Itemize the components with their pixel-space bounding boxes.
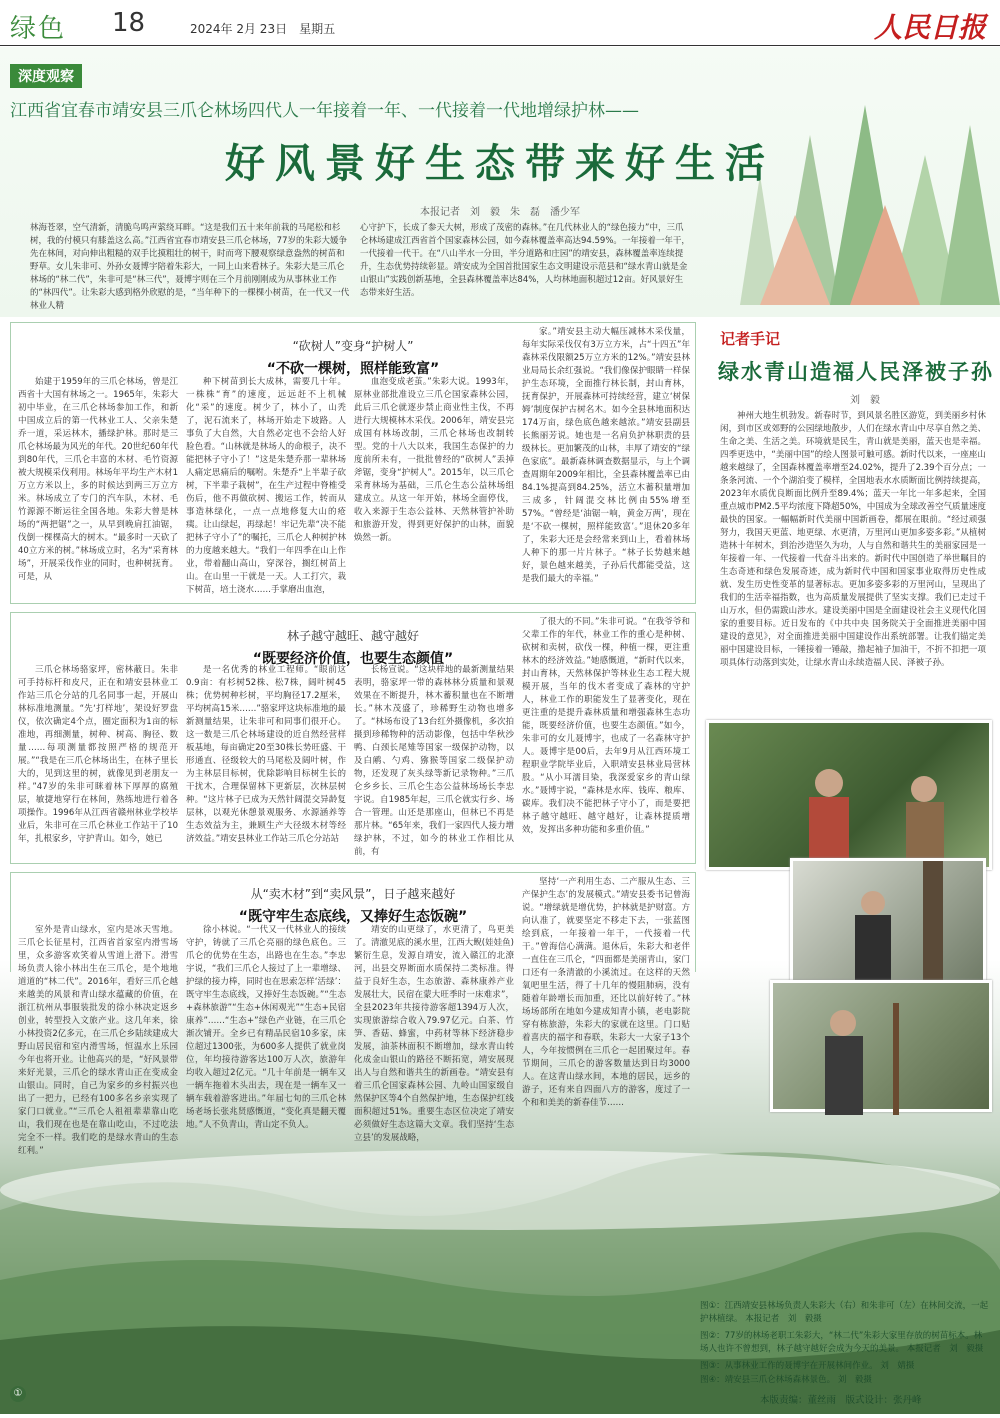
commentary-body: 神州大地生机勃发。新春时节，到风景名胜区游览，到美丽乡村休闲，到市区或郊野的公园绿地散步，人们在绿水青山中尽享自然之美、生命之美、生活之美。环境就是民生，青山就是美丽，蓝天也是幸福。四季更迭中，“美丽中国”的绘人图景可触可感。新时代以来，一座座山越来越绿了，全国森林覆盖率增至24.02%，提升了2.39个百分点；一条条河流、一个个湖泊变了模样，全国地表水水质断面比例持续提高，2023年水质优良断面比例升至89.4%；蓝天一年比一年多起来，全国重点城市PM2.5平均浓度下降超50%，中国成为全球改善空气质量速度最快的国家。一幅幅新时代美丽中国新画卷，都展在眼前。“经过顽强努力，我国天更蓝、地更绿、水更清，万里河山更加多姿多彩。”从植树造林十年树木，到治沙造坚久为功，人与自然和谐共生的美丽家园是一年接着一年、一代接着一代奋斗出来的。新时代中国创造了举世瞩目的生态奇迹和绿色发展奇迹，成为新时代中国和国家事业取得历史性成就、发生历史性变革的显著标志。更加多姿多彩的万里河山，呈现出了我们的生活幸福指数，也为高质量发展提供了坚实支撑。我们已走过千山万水，但仍需跋山涉水。建设美丽中国是全面建设社会主义现代化国家的重要目标。近日发布的《中共中央 国务院关于全面推进美丽中国建设的意见》，对全面推进美丽中国建设作出系统部署。让我们锚定美丽中国建设目标，一锤接着一锤敲，撸起袖子加油干，不折不扣把一项项具体行动落到实处，让绿水青山永续造福人民、泽被子孙。 xyxy=(720,411,986,668)
section-3-col-3: 靖安的山更绿了，水更清了，鸟更美了。清澈见底的溪水里，江西大鲵(娃娃鱼)繁衍生息，发源自靖安，流入赣江的北潦河，出县交界断面水质保持二类标准。得益于良好生态，生态旅游、森林康养产业发展壮大，民宿在蒙大旺季时一床难求”，全县2023年共接待游客超1394万人次，实现旅游综合收入79.97亿元。白茶、竹笋、香菇、蜂蜜，中药材等林下经济稳步发展，油茶林面积不断增加，绿水青山转化成金山银山的路径不断拓宽，靖安展现出人与自然和谐共生的新画卷。“靖安县有着三爪仑国家森林公园、九岭山国家级自然保护区等4个自然保护地，生态保护红线面积超过51%。重要生态区位决定了靖安必须做好生态这篇大文章。我们坚持‘生态立县’的发展战略， xyxy=(354,925,514,1143)
section-1-col-2: 种下树苗到长大成林，需要几十年。一株株“育”的速度，远远赶不上机械化“采”的速度。树少了，林小了，山秃了，泥石流来了，林场开始走下坡路。人事负了大自然，大自然必定也不会给人好脸色看。“山林就是林场人的命根子，决不能把林子守小了！”这是朱楚乔那一辈林场人痛定思痛后的嘱咐。朱楚乔“上半辈子砍树，下半辈子栽树”，在生产过程中脊椎受伤后，他不再做砍树、搬运工作，转而从事造林绿化，一点一点地修复大山的疮痍。让山绿起，再绿起！牢记先辈“决不能把林子守小了”的嘱托，三爪仑人种树护林的力度越来越大。“我们一年四季在山上作业，带着翻山高山，穿深谷，搁红树苗上山。在山里一干就是一天。人工打穴，栽下树苗，培土浇水……手掌磨出血泡， xyxy=(186,377,346,595)
worker-with-tree-icon xyxy=(793,861,989,989)
commentary-title: 绿水青山造福人民泽被子孙 xyxy=(718,359,994,384)
commentary-tag: 记者手记 xyxy=(720,330,781,348)
section-name: 绿色 xyxy=(10,14,67,44)
caption-2: 图②：77岁的林场老职工朱彩大，“林二代”朱彩大家里存放的树苗标本。林场人也许不曾想到，林子越守越好会成为今天的美景。 本报记者 刘 毅摄 xyxy=(700,1331,984,1354)
section-2-col-4: 了很大的不同。”朱非可说。“在我爷爷和父辈工作的年代，林业工作的重心是种树、砍树和卖树，砍伐一棵，种植一棵，更注重林木的经济效益。”她感慨道，“新时代以来，封山育林，天然林保护等林业生态工程大规模开展，当年的伐木者变成了森林的守护人，林业工作的职能发生了显著变化，现在更注重的是提升森林质量和增强森林生态功能，既要经济价值，也要生态颜值。”如今，朱非可的女儿聂博宇，也成了一名森林守护人。聂博宇是00后，去年9月从江西环境工程职业学院毕业后，入职靖安县林业局营林股。“从小耳濡目染，我深爱家乡的青山绿水。”聂博宇说，“森林是水库、钱库、粮库、碳库。我们决不能把林子守小了，而是要把林子越守越旺、越守越好，让森林提质增效，发挥出多种功能和多重价值。” xyxy=(522,617,690,835)
girl-with-measuring-tool-icon xyxy=(773,983,995,1115)
section-2-title: “既要经济价值，也要生态颜值” xyxy=(252,651,454,667)
editor-credit: 本版责编：董丝雨 版式设计：张丹峰 xyxy=(760,1395,922,1406)
section-2-col-3: 长杨宣说。“这块样地的最新测量结果表明，骆家坪一带的森林林分质量和景观效果在不断提升，林木蓄积量也在不断增长。”林木茂盛了，珍稀野生动物也增多了。“林场布设了13台红外摄像机，多次拍摄到珍稀物种的活动影像，包括中华秋沙鸭、白颈长尾雉等国家一级保护动物，以及白鹇、勺鸡、猕猴等国家二级保护动物，还发现了灰头绿等新记录物种。”三爪仑乡乡长、三爪仑生态公益林场场长李忠宇说。自1985年起，三爪仑就实行乡、场合一管理。山还是那座山，但林已不再是那片林。“65年来，我们一家四代人接力增绿护林，不过，如今的林业工作相比从前，有 xyxy=(354,665,514,857)
page-header xyxy=(0,0,1000,46)
caption-3-credit: 刘 婧摄 xyxy=(880,1361,915,1371)
newspaper-logo: 人民日报 xyxy=(873,11,986,44)
issue-date: 2024年 2月 23日 星期五 xyxy=(190,22,336,36)
section-2-col-2: 是一名优秀的林业工程师。“眼前这0.9亩：有杉树52株、松7株，阔叶树45株；优势树种杉树，平均胸径17.2厘米，平均树高15米……”骆家坪这块标准地的最新测量结果，让朱非可和同事们很开心。这一数是三爪仑林场建设的近自然经营样板基地，每亩确定20至30株长势旺盛、干形通直、径级较大的马尾松及阔叶树，作为主林层目标树，优除影响目标树生长的干扰木，合理保留林下更新层，次林层树种。“这片林子已成为天然针阔混交异龄复层林，以观光休憩景观服务、水源涵养等生态效益为主，兼顾生产大径级木材等经济效益。”靖安县林业工作站三爪仑分站站 xyxy=(186,665,346,844)
section-2-kicker: 林子越守越旺、越守越好 xyxy=(286,629,419,643)
section-1-title: “不砍一棵树，照样能致富” xyxy=(266,361,440,377)
caption-2-credit: 本报记者 刘 毅摄 xyxy=(906,1344,984,1354)
article-title: 好风景好生态带来好生活 xyxy=(225,140,775,187)
section-3-col-1: 室外是青山绿水，室内是冰天雪地。三爪仑长征星村，江西省首家室内滑雪场里，众多游客欢笑着从雪道上滑下。滑雪场负责人徐小林出生在三爪仑，是个地地道道的“林二代”。2016年，看好三爪仑越来越美的风景和青山绿水蕴藏的价值，在浙江杭州从事服装批发的徐小林决定返乡创业，转型投入文旅产业。这几年来，徐小林投资2亿多元，在三爪仑乡陆续建成大野山居民宿和室内滑雪场，恒温水上乐园今年也将开业。让他高兴的是，“好风景带来好光景，三爪仑的绿水青山正在变成金山银山。同时，自己为家乡的乡村振兴也出了一把力，已经有100多名乡亲实现了家门口就业。”“三爪仑人祖祖辈辈靠山吃山，我们现在也是在靠山吃山，不过吃法完全不一样。我们吃的是绿水青山的生态红利。” xyxy=(18,925,178,1156)
caption-4-credit: 刘 毅摄 xyxy=(837,1375,872,1385)
section-3-kicker: 从“卖木材”到“卖风景”，日子越来越好 xyxy=(250,887,456,901)
intro-right: 心守护下，长成了参天大树，形成了茂密的森林。”在几代林业人的“绿色接力”中，三爪仑林场建成江西省首个国家森林公园，如今森林覆盖率高达94.59%。一年接着一年干，一代接着一代干。在“八山半水一分田，半分道路和庄园”的靖安县，森林覆盖率连续提升，生态优势持续彰显。靖安成为全国首批国家生态文明建设示范县和“绿水青山就是金山银山”实践创新基地，全县森林覆盖率达84%，人均林地面积超过12亩。好风景好生态带来好生活。 xyxy=(360,223,690,298)
photo-2 xyxy=(790,858,986,986)
section-3-title: “既守牢生态底线，又捧好生态饭碗” xyxy=(238,909,468,925)
section-1-col-4: 家。”靖安县主动大幅压减林木采伐量，每年实际采伐仅有3万立方米，占“十四五”年森林采伐限额25万立方米的12%。”靖安县林业局局长余红强说。“我们像保护眼睛一样保护生态环境，全面推行林长制，封山育林，抚育保护，开展森林可持续经营，建立‘树保姆’制度保护古树名木。如今全县林地面积达174万亩，绿色底色越来越浓。”靖安县副县长熊丽芳说。她也是一名肩负护林职责的县级林长。更加繁茂的山林，丰厚了靖安的“绿色家底”。最新森林调查数据显示，与上个调查周期年2009年相比，全县森林覆盖率已由84.1%提高到84.25%，活立木蓄积量增加三成多，针阔混交林比例由55%增至57%。“曾经是‘油锯一响，黄金万两’，现在是‘不砍一棵树，照样能致富’。”退休20多年了，朱彩大还是会经常来到山上，看着林场人种下的那一片片林子。“林子长势越来越好，景色越来越美，子孙后代都能受益，这是我们最大的幸福。” xyxy=(522,327,690,584)
column-tag: 深度观察 xyxy=(10,64,82,88)
people-in-forest-icon xyxy=(709,723,995,873)
section-3-col-4: 坚持‘一产利用生态、二产服从生态、三产保护生态’的发展模式。”靖安县委书记曾海说。“增绿就是增优势，护林就是护财富。方向认准了，就要坚定不移走下去，一张蓝图绘到底，一年接着一年干，一代接着一代干。”曾海信心满满。退休后，朱彩大和老伴一直住在三爪仑，“四面都是美丽青山，家门口还有一条清澈的小溪流过。在这样的天然氧吧里生活，得了十几年的慢阻肺病，没有随着年龄增长而加重，还比以前好转了。”林场场部所在地如今建成知青小镇，老电影院穿有栋旅游，朱彩大的家就在这里。门口贴着喜庆的福字和春联，朱彩大一大家子13个人，今年按惯例在三爪仑一起团聚过年。春节期间，三爪仑的游客数量达到日均3000人。在这青山绿水间，本地的居民，远乡的游子，还有来自四面八方的游客，度过了一个和和美美的新春佳节…… xyxy=(522,877,690,1108)
photo-1 xyxy=(706,720,992,870)
caption-1-credit: 本报记者 刘 毅摄 xyxy=(745,1314,822,1324)
section-3-col-2: 徐小林说。“一代又一代林业人的接续守护，铸就了三爪仑亮丽的绿色底色。三爪仑的优势在生态，出路也在生态。”李忠宇说，“我们三爪仑人接过了上一辈增绿、护绿的接力棒，同时也在思索怎样‘活绿’：既守牢生态底线，又捧好生态饭碗。”“生态+森林旅游”“生态+休闲观光”“生态+民宿康养”……“生态+”绿色产业链，在三爪仑渐次铺开。全乡已有精品民宿10多家，床位超过1300张，为600多人提供了就业岗位，年均接待游客达100万人次，旅游年均收入超过2亿元。“几十年前是一辆车又一辆车拖着木头出去，现在是一辆车又一辆车载着游客进出。”年届七旬的三爪仑林场老场长张兆贤感慨道，“变化真是翻天覆地。”人不负青山，青山定不负人。 xyxy=(186,925,346,1130)
caption-1: 图①：江西靖安县林场负责人朱彩大（右）和朱非可（左）在林间交流，一起护林植绿。 本报记者 刘 毅摄 xyxy=(700,1301,989,1324)
byline: 本报记者 刘 毅 朱 磊 潘少军 xyxy=(420,207,580,218)
intro-left: 林海苍翠，空气清新，清脆鸟鸣声萦绕耳畔。“这是我们五十来年前栽的马尾松和杉树，我的付模只有膝盖这么高。”江西省宜春市靖安县三爪仑林场，77岁的朱彩大媛争先在林间，对向伸出粗糙的双手比摸粗壮的树干，时而弯下腰观察绿意盎然的树苗和野草。女儿朱非可、外孙女聂博宇陪着朱彩大，一同上山来看林子。朱彩大是三爪仑林场的“林二代”，朱非可是“林三代”，聂博宇则在三个月前刚刚成为从事林业工作的“林四代”。让朱彩大感到格外欣慰的是，“当年种下的一棵棵小树苗，在一代又一代林业人精 xyxy=(30,223,350,311)
section-1-kicker: “砍树人”变身“护树人” xyxy=(292,339,414,353)
section-1-col-3: 血泡变成老茧。”朱彩大说。1993年，原林业部批准设立三爪仑国家森林公园，此后三爪仑就逐步禁止商业性主伐，不再进行大规模林木采伐。2006年，靖安县完成国有林场改制，三爪仑林场也改制转型。党的十八大以来，我国生态保护的力度前所未有，一批批曾经的“砍树人”丢掉斧锯，变身“护树人”。2015年，以三爪仑采育林场为基础，三爪仑生态公益林场组建成立。从这一年开始，林场全面停伐，收入来源于生态公益林、天然林管护补助和旅游开发，得到更好保护的山林，面貌焕然一新。 xyxy=(354,377,514,543)
caption-3: 图③：从事林业工作的聂博宇在开展林间作业。 刘 婧摄 xyxy=(700,1361,915,1371)
photo-number-marker: ① xyxy=(10,1386,26,1402)
caption-4: 图④：靖安县三爪仑林场森林景色。 刘 毅摄 xyxy=(700,1375,872,1385)
commentary-author: 刘 毅 xyxy=(850,395,880,406)
section-2-col-1: 三爪仑林场骆家坪，密林蔽日。朱非可手持标杆和皮尺，正在和靖安县林业工作站三爪仑分站的几名同事一起，开展山林标准地测量。“先‘打样地’，架设好罗盘仪，依次确定4个点，圈定面积为1亩的标准地，再细测量，树种、树高、胸径、数量……每项测量都按照严格的规范开展。”“我是在三爪仑林场出生，在林子里长大的，见到这里的树，就像见到老朋友一样。”47岁的朱非可眯着林下厚厚的腐殖层，敏捷地穿行在林间，熟练地进行着各项操作。1996年从江西省赣州林业学校毕业后，朱非可在三爪仑林业工作站干了10年，扎根家乡，守护青山。如今，她已 xyxy=(18,665,178,844)
page-number: 18 xyxy=(112,8,146,38)
photo-3 xyxy=(770,980,992,1112)
section-1-col-1: 始建于1959年的三爪仑林场，曾是江西省十大国有林场之一。1965年，朱彩大初中毕业，在三爪仑林场参加工作，和新中国成立后的第一代林业工人、父亲朱楚乔一道，采运林木，播绿护林。那时是三爪仑林场最为风光的年代。20世纪60年代到80年代，三爪仑丰富的木材、毛竹资源被大规模采伐利用。林场年平均生产木材1万立方米以上，多的时候达到两三万立方米。林场成立了专门的汽车队，木材、毛竹源源不断运往全国各地。朱彩大曾是林场的“两把锯”之一，从早到晚肩扛油锯，伐倒一棵棵高大的树木。“最多时一天砍了40立方米的树。”林场成立时，名为“采育林场”，开展采伐作业的同时，也种树抚育。可是，从 xyxy=(18,377,178,582)
article-subtitle: 江西省宜春市靖安县三爪仑林场四代人一年接着一年、一代接着一代地增绿护林—— xyxy=(10,101,639,121)
